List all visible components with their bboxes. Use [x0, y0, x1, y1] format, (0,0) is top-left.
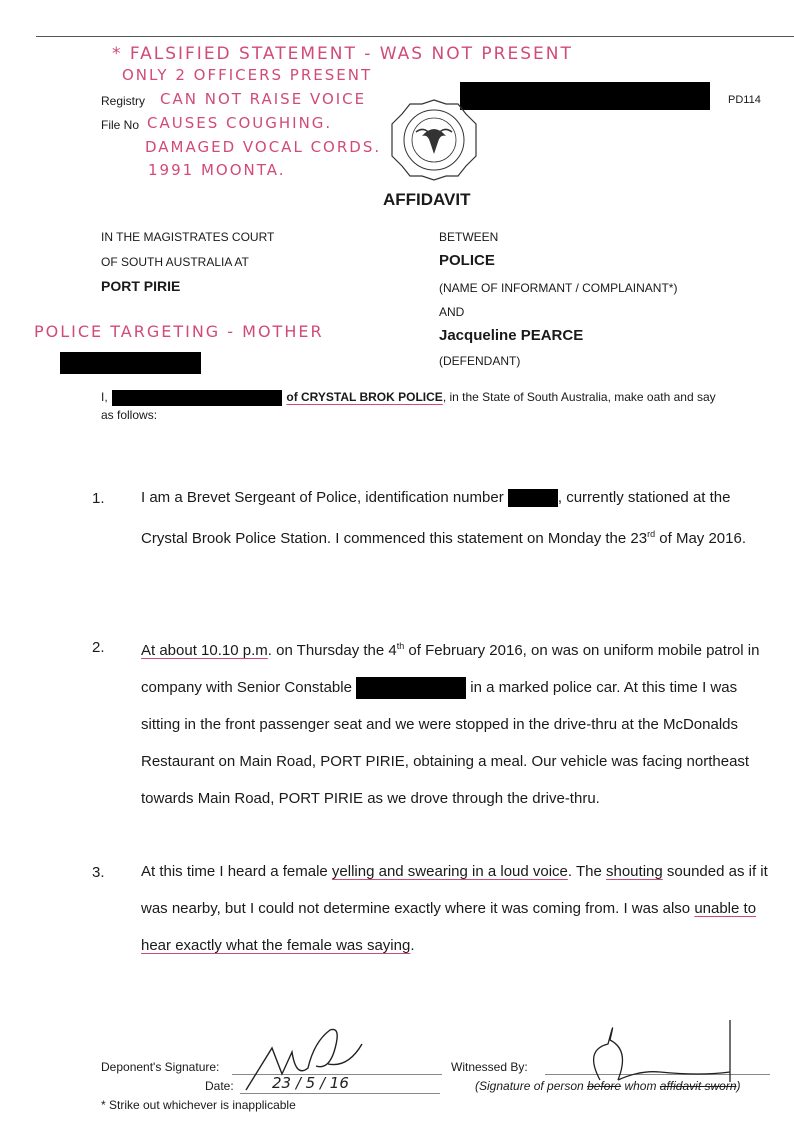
page-title: AFFIDAVIT	[383, 190, 471, 209]
underlined-text: shouting	[606, 863, 663, 880]
strike-out-note: * Strike out whichever is inapplicable	[101, 1098, 296, 1112]
file-no-label: File No	[101, 118, 140, 132]
oath-line	[101, 390, 716, 406]
handwritten-note-5: DAMAGED VOCAL CORDS.	[145, 138, 382, 156]
between-label: BETWEEN	[439, 230, 499, 244]
defendant-note: (DEFENDANT)	[439, 354, 521, 368]
redaction-box	[60, 352, 201, 374]
redaction-box	[112, 390, 282, 406]
paragraph-3	[141, 853, 771, 964]
paragraph-text: . on Thursday the 4	[267, 642, 397, 659]
superscript: th	[396, 641, 405, 651]
and-label: AND	[439, 305, 465, 319]
superscript: rd	[647, 529, 656, 539]
paragraph-text: in a marked police car. At this time I was sitting in the front passenger seat and we were stopped in the drive-thru at the McDonalds Restaurant on Main Road, PORT PIRIE, obtaining a meal. Our vehicle was facing northeast towards Main Road, PORT PIRIE as we drove through the drive-thru.	[141, 679, 750, 807]
paragraph-text: of May 2016.	[655, 530, 746, 547]
form-code: PD114	[728, 94, 761, 106]
deponent-signature-label: Deponent's Signature:	[101, 1060, 220, 1074]
date-label: Date:	[205, 1079, 234, 1093]
witness-note-text: whom	[621, 1079, 660, 1093]
paragraph-text: At this time I heard a female	[141, 863, 332, 880]
oath-station: of CRYSTAL BROK POLICE	[286, 390, 443, 405]
handwritten-note-6: 1991 MOONTA.	[148, 161, 286, 179]
witness-note-text: )	[736, 1079, 741, 1093]
redaction-box	[460, 82, 710, 110]
struck-text: affidavit sworn	[659, 1079, 737, 1093]
underlined-text: unable to hear exactly what the female was saying	[141, 900, 757, 954]
paragraph-2	[141, 628, 771, 817]
underlined-text: At about 10.10 p.m	[141, 642, 268, 659]
police-seal-icon	[386, 96, 482, 184]
paragraph-text: .	[410, 937, 415, 954]
handwritten-note-1: * FALSIFIED STATEMENT - WAS NOT PRESENT	[112, 44, 573, 64]
court-location: PORT PIRIE	[101, 278, 181, 294]
paragraph-text: , currently stationed at the Crystal Brook Police Station. I commenced this statement on Monday the 23	[141, 489, 731, 547]
redaction-box	[508, 489, 558, 507]
court-line-1: IN THE MAGISTRATES COURT	[101, 230, 275, 244]
paragraph-text: sounded as if it was nearby, but I could not determine exactly where it was coming from. I was also	[141, 863, 768, 917]
oath-line-2: as follows:	[101, 408, 158, 422]
oath-suffix: , in the State of South Australia, make oath and say	[442, 390, 716, 405]
paragraph-number: 3.	[92, 864, 105, 881]
witness-signature	[580, 1010, 740, 1090]
top-rule	[36, 36, 794, 37]
underlined-text: yelling and swearing in a loud voice	[331, 863, 568, 880]
date-line	[240, 1093, 440, 1094]
redaction-box	[356, 677, 466, 699]
oath-prefix: I,	[101, 390, 108, 405]
defendant-name: Jacqueline PEARCE	[439, 327, 584, 344]
paragraph-text: I am a Brevet Sergeant of Police, identification number	[141, 489, 504, 506]
court-line-2: OF SOUTH AUSTRALIA AT	[101, 255, 249, 269]
witness-note	[475, 1079, 741, 1093]
handwritten-note-3: CAN NOT RAISE VOICE	[160, 90, 367, 108]
informant-name: POLICE	[439, 252, 495, 269]
witnessed-by-label: Witnessed By:	[451, 1060, 528, 1074]
handwritten-targeting-note: POLICE TARGETING - MOTHER	[34, 322, 324, 341]
paragraph-number: 2.	[92, 639, 105, 656]
paragraph-1	[141, 479, 771, 557]
date-value: 23 / 5 / 16	[272, 1074, 349, 1092]
witness-note-text: (Signature of person	[475, 1079, 588, 1093]
paragraph-text: . The	[567, 863, 606, 880]
paragraph-number: 1.	[92, 490, 105, 507]
struck-text: before	[587, 1079, 622, 1093]
registry-label: Registry	[101, 94, 146, 108]
handwritten-note-2: ONLY 2 OFFICERS PRESENT	[122, 66, 373, 84]
handwritten-note-4: CAUSES COUGHING.	[147, 114, 333, 132]
informant-note: (NAME OF INFORMANT / COMPLAINANT*)	[439, 281, 678, 295]
paragraph-text: of February 2016, on was on uniform mobile patrol in company with Senior Constable	[141, 642, 760, 696]
